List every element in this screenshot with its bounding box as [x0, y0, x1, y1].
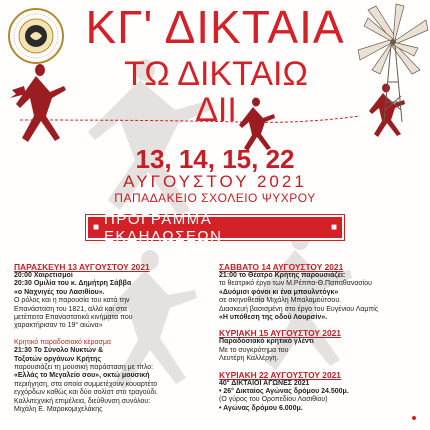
- schedule-line: Παραδοσιακό κρητικό γλέντι: [219, 338, 314, 346]
- association-seal-icon: [6, 6, 66, 66]
- event-venue: ΠΑΠΑΔΑΚΕΙΟ ΣΧΟΛΕΙΟ ΨΥΧΡΟΥ: [114, 191, 316, 205]
- schedule-line: 21:00 το Θέατρο Κρήτης παρουσιάζει:: [219, 272, 346, 279]
- day-heading-sunday-15: ΚΥΡΙΑΚΗ 15 ΑΥΓΟΥΣΤΟΥ 2021: [219, 328, 341, 339]
- poster-subtitle: ΤΩ ΔΙΚΤΑΙΩ ΔΙΙ: [124, 55, 308, 129]
- day-heading-saturday: ΣΑΒΒΑΤΟ 14 ΑΥΓΟΥΣΤΟΥ 2021: [219, 262, 344, 272]
- schedule-line: παρουσιάζει τη μουσική παράσταση με τίτλο:: [14, 364, 154, 372]
- corner-ornament: [412, 416, 416, 420]
- schedule-line: 40° ΔΙΚΤΑΙΟΙ ΑΓΩΝΕΣ 2021: [219, 379, 310, 387]
- schedule-line: • 26° Δικταίος Αγώνας δρόμου 24.500μ.: [219, 388, 349, 396]
- ornament-left-icon: ■: [93, 222, 100, 233]
- schedule-line: (Ο γύρος του Οροπεδίου Λασιθίου): [219, 396, 328, 404]
- schedule-line: χαρακτήρισαν το 19° αιώνα»: [14, 322, 103, 330]
- schedule-line: το θεατρικό έργο των Μ.Ρέππα-Θ.Παπαθανασίου: [219, 280, 372, 288]
- schedule-line: σε σκηνοθεσία Μιχάλη Μπαλαμούτσου.: [219, 297, 342, 305]
- treat-heading: Κρητικό παραδοσιακό κέρασμα: [14, 338, 111, 346]
- day-heading-sunday-22: ΚΥΡΙΑΚΗ 22 ΑΥΓΟΥΣΤΟΥ 2021: [219, 369, 341, 380]
- schedule-line: «Η υπόθεση της οδού Λουρσίν».: [219, 314, 328, 322]
- schedule-line: Λευτέρη Καλλέργη.: [219, 355, 279, 363]
- event-dates: 13, 14, 15, 22: [135, 144, 295, 174]
- schedule-line: 20:00 Χαιρετισμοί: [14, 272, 73, 279]
- schedule-line: Με το συγκρότημα του: [219, 346, 289, 354]
- program-banner-label: ΠΡΟΓΡΑΜΜΑ ΕΚΔΗΛΩΣΕΩΝ: [104, 210, 223, 245]
- day-heading-friday: ΠΑΡΑΣΚΕΥΗ 13 ΑΥΓΟΥΣΤΟΥ 2021: [14, 262, 150, 272]
- schedule-line: «Ελλάς το Μεγαλείο σου», οκτώ μουσική: [14, 372, 150, 380]
- schedule-line: • Αγώνας δρόμου 6.000μ.: [219, 404, 303, 412]
- schedule-line: Μιχάλη Ε. Μαροκομιχελάκης: [14, 406, 103, 414]
- schedule-line: «Δυόμισι φόνοι κι ένα μπουλντόγκ»: [219, 288, 339, 296]
- program-right-column: [219, 262, 424, 413]
- schedule-line: εγχόρδων καθώς και δύο σολίστ στο τραγούδι.: [14, 389, 158, 397]
- program-left-column: [14, 262, 214, 415]
- schedule-line: Διασκευή βασισμένη στο έργο του Ευγένιου Λαμπίς: [219, 305, 379, 313]
- event-month: ΑΥΓΟΥΣΤΟΥ 2021: [123, 172, 307, 191]
- poster-title: ΚΓ' ΔΙΚΤΑΙΑ: [85, 1, 345, 53]
- windmill-icon: [356, 2, 430, 127]
- ornament-right-icon: ■: [330, 222, 337, 233]
- schedule-line: Ο ρόλος και η παρουσία του κατά την: [14, 297, 130, 305]
- program-banner: [86, 210, 344, 245]
- schedule-line: Καλλιτεχνική επιμέλεια, διεύθυνση συνόλου:: [14, 397, 151, 405]
- schedule-line: μετέπειτα Επαναστατικά κινήματα που: [14, 314, 133, 322]
- schedule-line: «ο Ναχνιγές του Λασιθίου».: [14, 288, 105, 296]
- schedule-line: 20:30 Ομιλία του κ. Δημήτρη Σάββα: [14, 280, 132, 288]
- schedule-line: περιήγηση, στα οποία συμμετέχουν κουαρτέτο: [14, 380, 158, 388]
- schedule-line: Επανάσταση του 1821, αλλά και στα: [14, 305, 127, 313]
- schedule-line: 21:30 Το Σύνολο Νυκτών &: [14, 347, 104, 355]
- schedule-line: Τοξοτών οργάνων Κρήτης: [14, 355, 101, 363]
